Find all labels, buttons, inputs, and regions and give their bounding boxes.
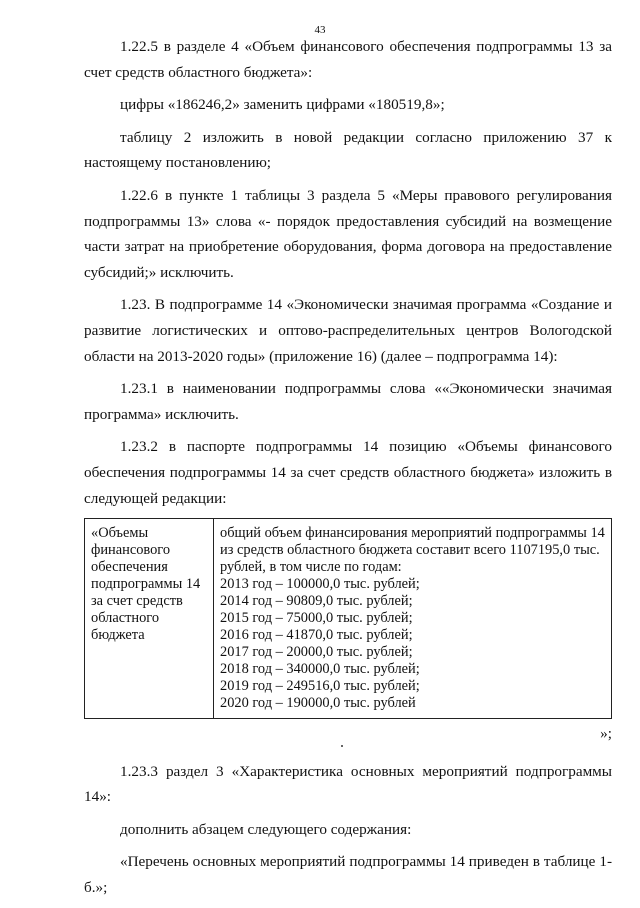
- table-row: [85, 519, 612, 719]
- paragraph-replace-figures: цифры «186246,2» заменить цифрами «180519,8»;: [120, 96, 445, 114]
- paragraph-1-23-2: 1.23.2 в паспорте подпрограммы 14 позицию «Объемы финансового обеспечения подпрограммы 14 за счет средств областного бюджета» изложить в следующей редакции:: [84, 438, 612, 507]
- year-line: 2016 год – 41870,0 тыс. рублей;: [220, 627, 413, 644]
- table-intro: общий объем финансирования мероприятий подпрограммы 14 из средств областного бюджета составит всего 1107195,0 тыс. рублей, в том числе по годам:: [220, 525, 605, 576]
- paragraph-table-2: таблицу 2 изложить в новой редакции согласно приложению 37 к настоящему постановлению;: [84, 128, 612, 172]
- year-line: 2017 год – 20000,0 тыс. рублей;: [220, 644, 413, 661]
- document-body: [84, 34, 612, 908]
- page-number: 43: [314, 24, 326, 36]
- year-line: 2020 год – 190000,0 тыс. рублей: [220, 695, 416, 712]
- paragraph-1-23-3: 1.23.3 раздел 3 «Характеристика основных мероприятий подпрограммы 14»:: [84, 762, 612, 806]
- paragraph-add-text: дополнить абзацем следующего содержания:: [120, 820, 412, 838]
- year-line: 2014 год – 90809,0 тыс. рублей;: [220, 593, 413, 610]
- scan-speck: [341, 745, 343, 747]
- paragraph-1-23-1: 1.23.1 в наименовании подпрограммы слова ««Экономически значимая программа» исключить.: [84, 380, 612, 423]
- paragraph-list-measures: «Перечень основных мероприятий подпрограммы 14 приведен в таблице 1-б.»;: [84, 853, 612, 897]
- table-left-cell: «Объемы финансового обеспечения подпрограммы 14 за счет средств областного бюджета: [85, 519, 214, 719]
- table-closing-quote: »;: [600, 725, 612, 743]
- year-line: 2019 год – 249516,0 тыс. рублей;: [220, 678, 420, 695]
- paragraph-1-22-5: 1.22.5 в разделе 4 «Объем финансового обеспечения подпрограммы 13 за счет средств областного бюджета»:: [84, 38, 612, 81]
- paragraph-1-22-6: 1.22.6 в пункте 1 таблицы 3 раздела 5 «Меры правового регулирования подпрограммы 13» слова «- порядок предоставления субсидий на возмещение части затрат на приобретение оборудования, форма договора на предоставление субсидий;» исключить.: [84, 186, 612, 281]
- year-line: 2015 год – 75000,0 тыс. рублей;: [220, 610, 413, 627]
- paragraph-1-23: 1.23. В подпрограмме 14 «Экономически значимая программа «Создание и развитие логистических и оптово-распределительных центров Вологодской области на 2013-2020 годы» (приложение 16) (далее – подпрограмма 14):: [84, 296, 612, 365]
- year-line: 2018 год – 340000,0 тыс. рублей;: [220, 661, 420, 678]
- financing-table: [84, 518, 612, 719]
- year-line: 2013 год – 100000,0 тыс. рублей;: [220, 576, 420, 593]
- table-right-cell: [214, 519, 612, 719]
